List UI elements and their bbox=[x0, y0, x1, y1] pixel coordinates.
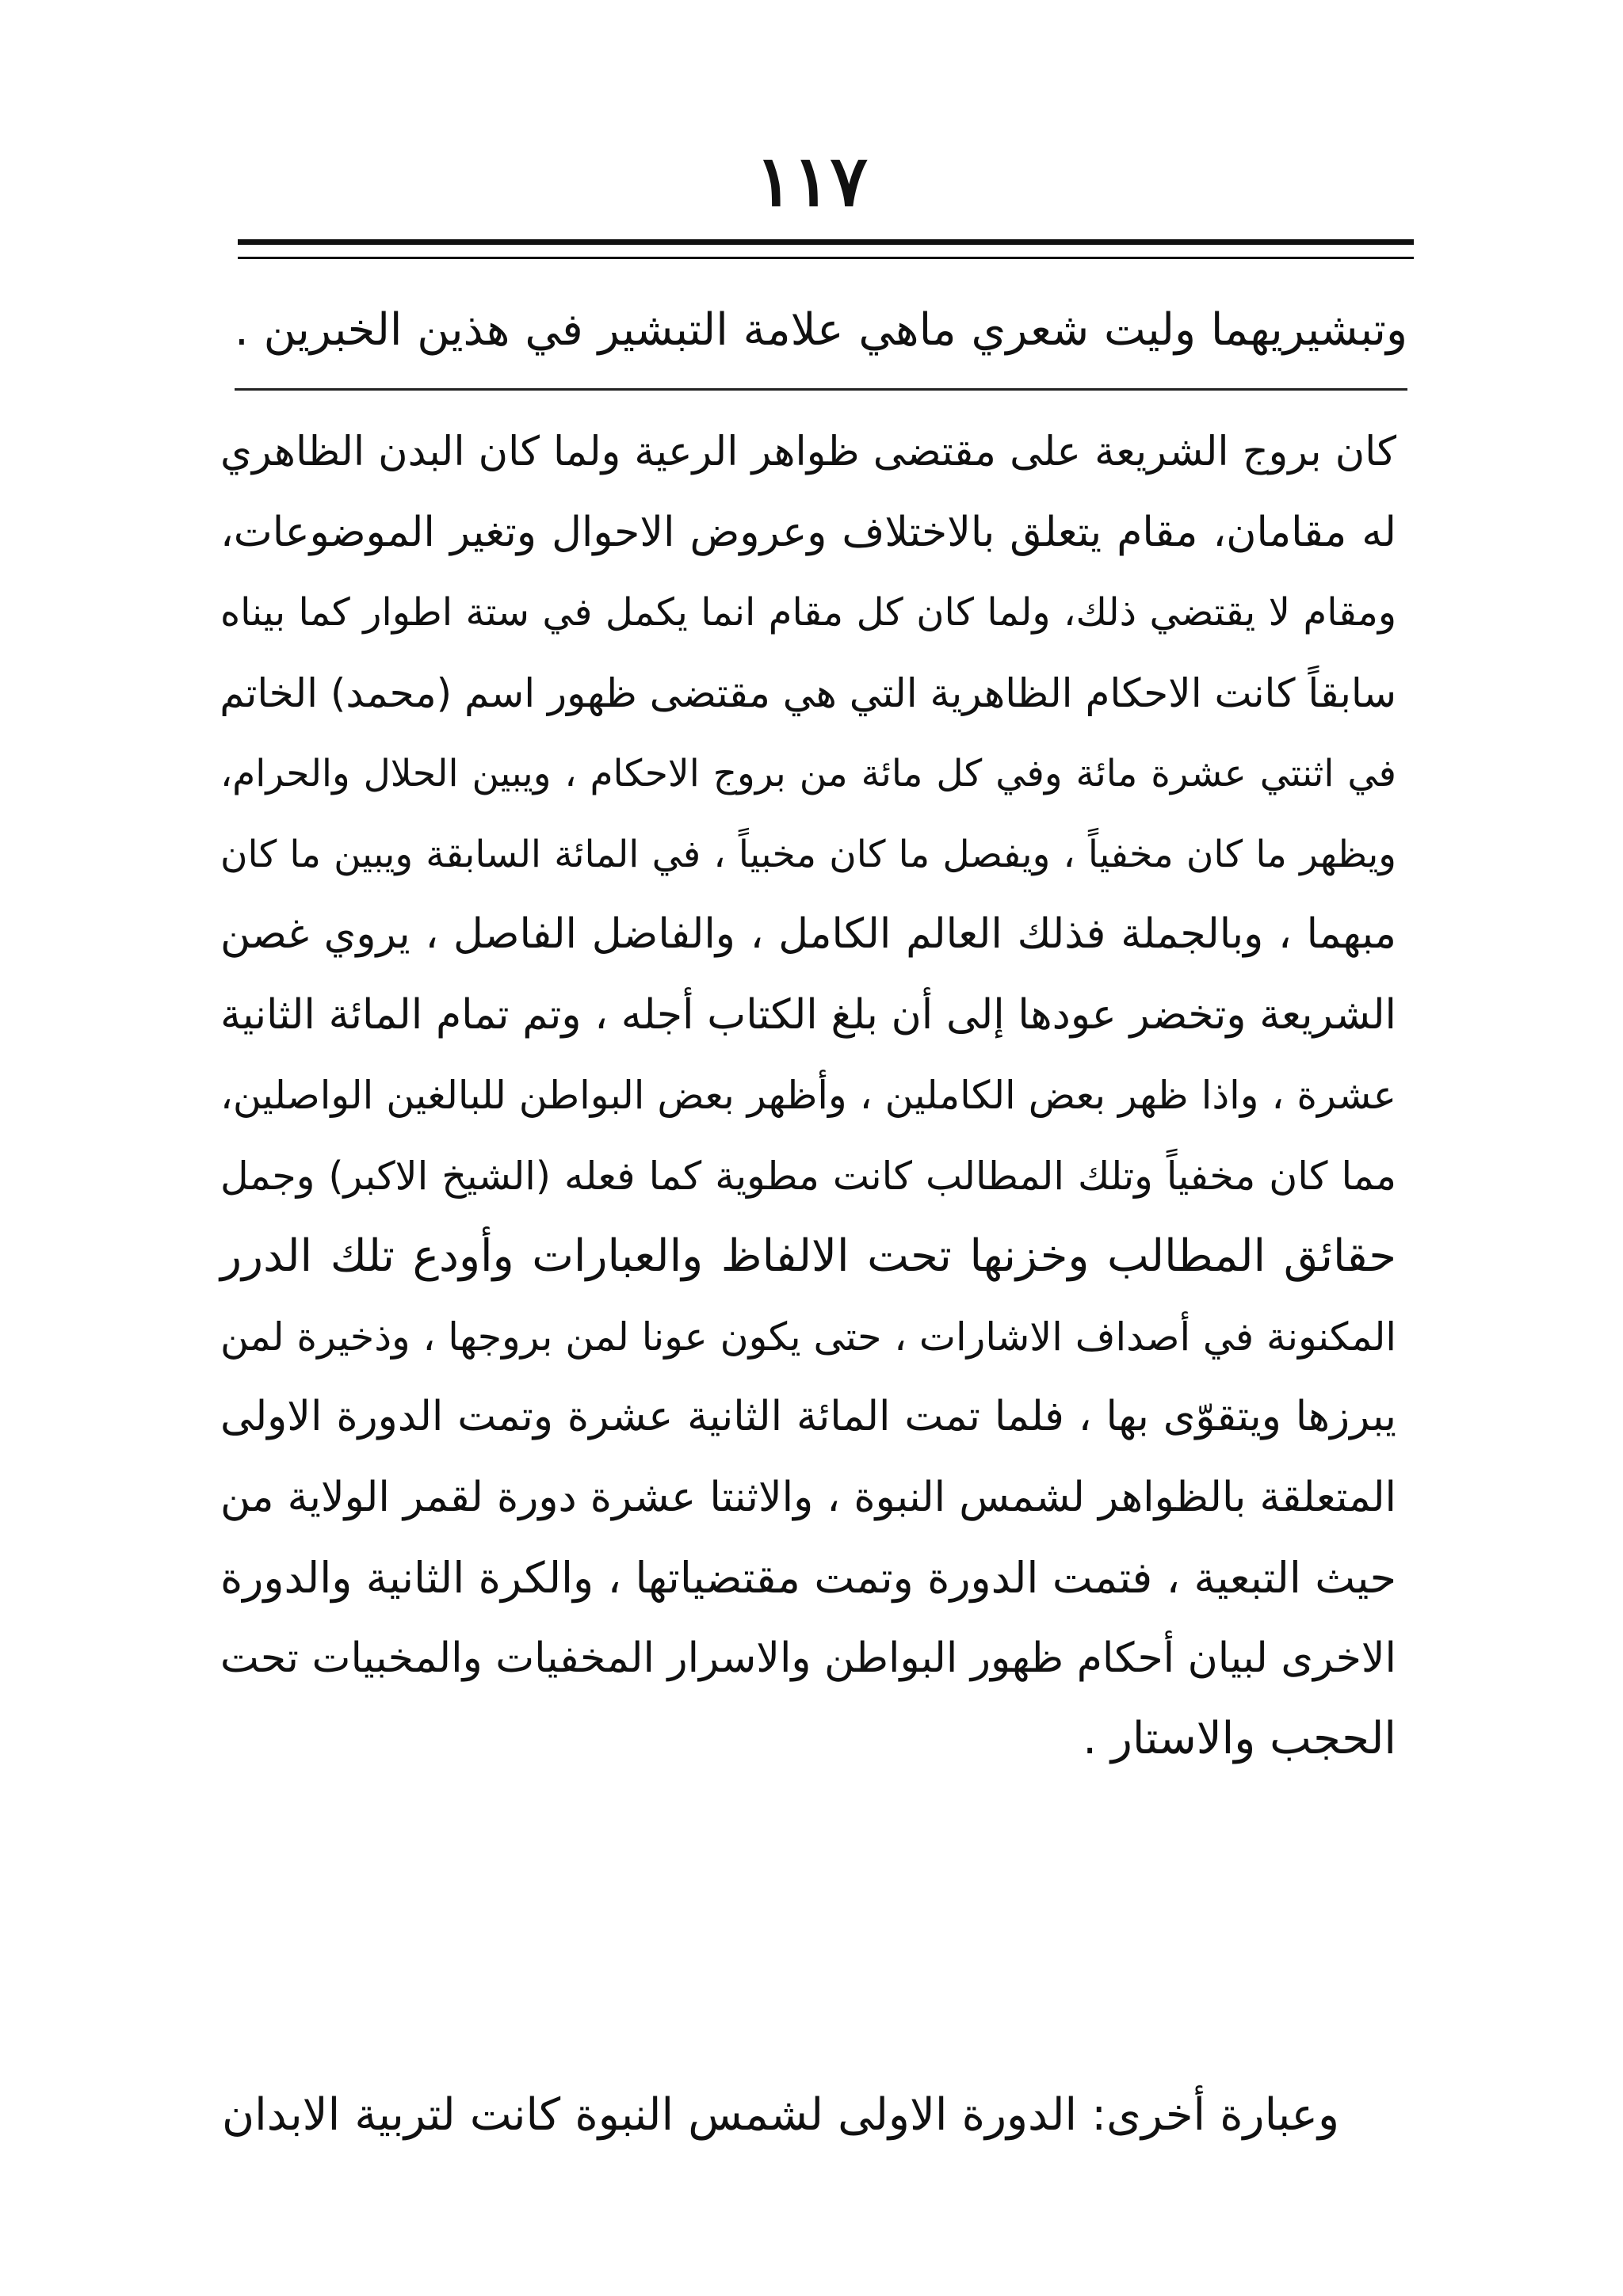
body-line: ومقام لا يقتضي ذلك، ولما كان كل مقام انما يكمل في ستة اطوار كما بيناه bbox=[220, 590, 1396, 635]
body-paragraph bbox=[220, 412, 1396, 1779]
body-line: مبهما ، وبالجملة فذلك العالم الكامل ، والفاضل الفاصل ، يروي غصن bbox=[220, 910, 1396, 958]
body-line: في اثنتي عشرة مائة وفي كل مائة من بروج الاحكام ، ويبين الحلال والحرام، bbox=[220, 752, 1396, 795]
body-line: عشرة ، واذا ظهر بعض الكاملين ، وأظهر بعض البواطن للبالغين الواصلين، bbox=[220, 1073, 1396, 1118]
header-rule-thin bbox=[238, 257, 1414, 259]
body-line: كان بروج الشريعة على مقتضى ظواهر الرعية ولما كان البدن الظاهري bbox=[220, 429, 1396, 475]
closing-line: وعبارة أخرى: الدورة الاولى لشمس النبوة كانت لتربية الابدان bbox=[222, 2089, 1339, 2141]
body-line: ويظهر ما كان مخفياً ، ويفصل ما كان مخبياً ، في المائة السابقة ويبين ما كان bbox=[220, 832, 1396, 876]
page-number: ١١٧ bbox=[755, 139, 868, 222]
body-line: الشريعة وتخضر عودها إلى أن بلغ الكتاب أجله ، وتم تمام المائة الثانية bbox=[220, 990, 1396, 1039]
body-line: الحجب والاستار . bbox=[1083, 1713, 1396, 1764]
body-line: الاخرى لبيان أحكام ظهور البواطن والاسرار المخفيات والمخبيات تحت bbox=[220, 1634, 1396, 1682]
body-line: المتعلقة بالظواهر لشمس النبوة ، والاثنتا عشرة دورة لقمر الولاية من bbox=[220, 1473, 1396, 1521]
body-line: حيث التبعية ، فتمت الدورة وتمت مقتضياتها ، والكرة الثانية والدورة bbox=[220, 1553, 1396, 1603]
body-line: يبرزها ويتقوّى بها ، فلما تمت المائة الثانية عشرة وتمت الدورة الاولى bbox=[220, 1393, 1396, 1440]
header-rule-thick bbox=[238, 239, 1414, 245]
body-line: سابقاً كانت الاحكام الظاهرية التي هي مقتضى ظهور اسم (محمد) الخاتم bbox=[220, 669, 1396, 716]
body-line: حقائق المطالب وخزنها تحت الالفاظ والعبارات وأودع تلك الدرر bbox=[220, 1230, 1396, 1282]
body-line: المكنونة في أصداف الاشارات ، حتى يكون عونا لمن بروجها ، وذخيرة لمن bbox=[220, 1314, 1396, 1360]
body-line: له مقامان، مقام يتعلق بالاختلاف وعروض الاحوال وتغير الموضوعات، bbox=[220, 508, 1396, 556]
separator-rule bbox=[235, 388, 1407, 391]
body-line: مما كان مخفياً وتلك المطالب كانت مطوية كما فعله (الشيخ الاكبر) وجمل bbox=[220, 1153, 1396, 1199]
headline-line: وتبشيريهما وليت شعري ماهي علامة التبشير في هذين الخبرين . bbox=[235, 304, 1407, 356]
